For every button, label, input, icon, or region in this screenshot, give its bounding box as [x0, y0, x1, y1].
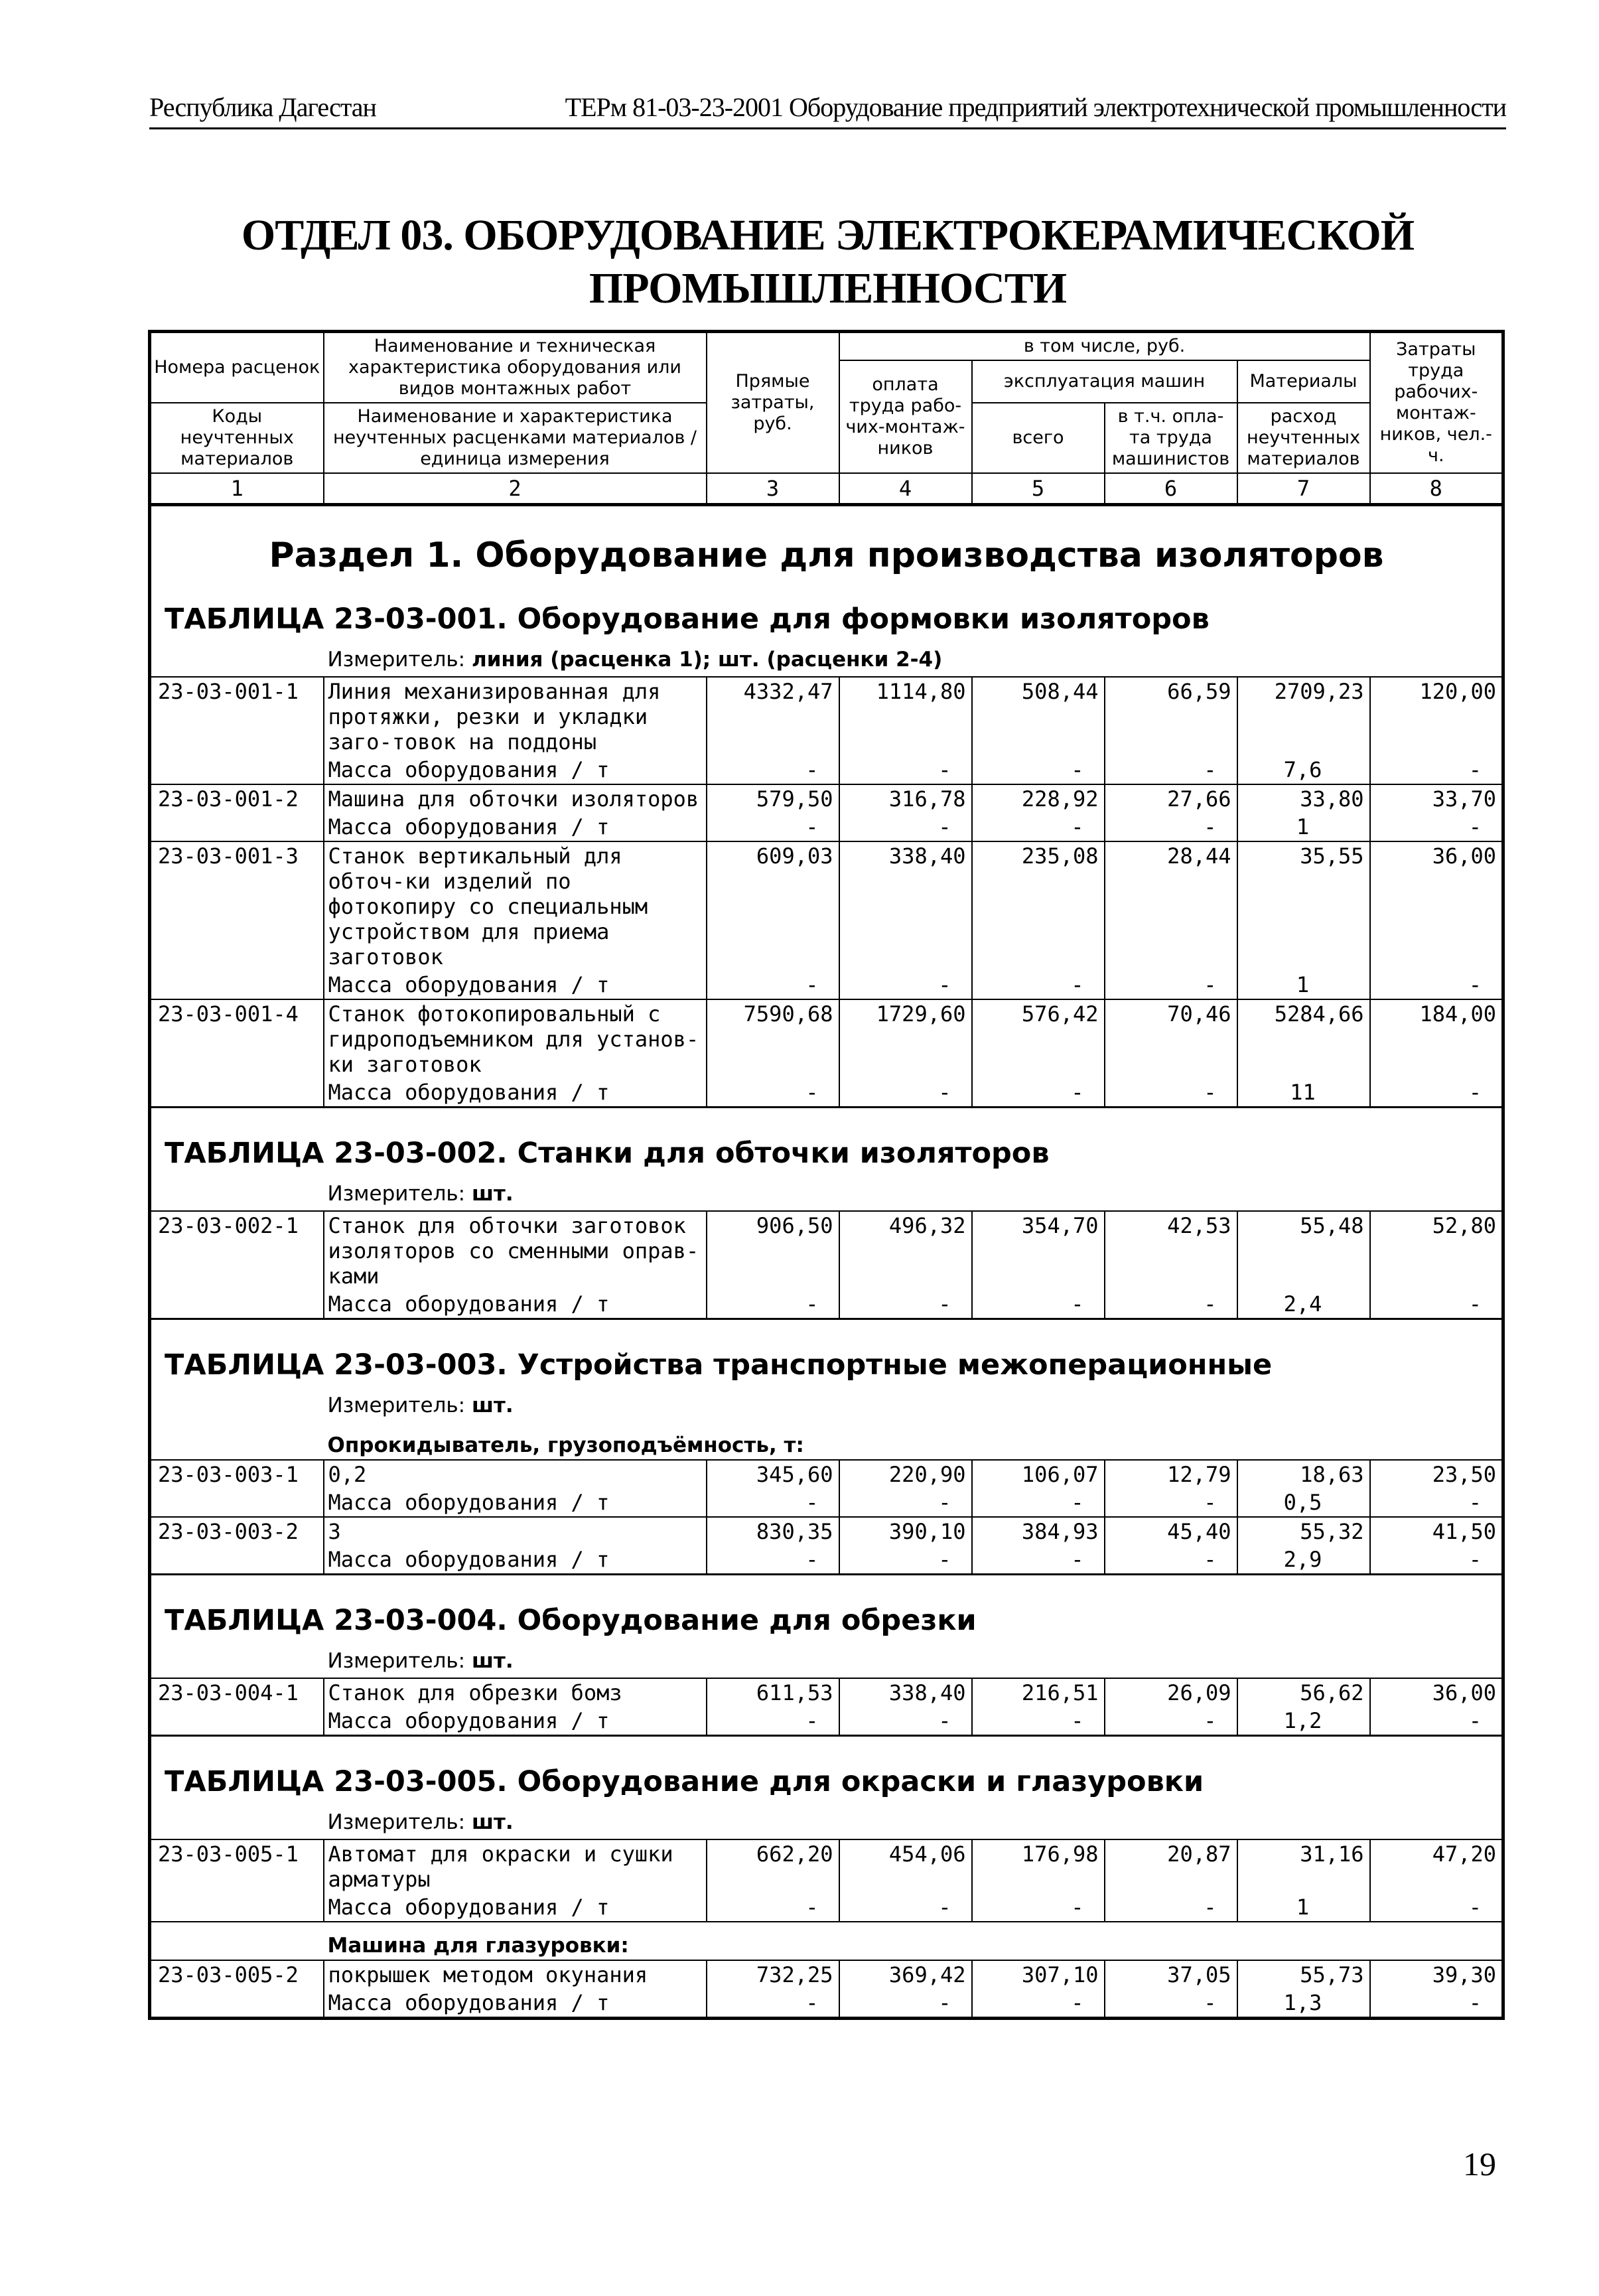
- mass-hours: -: [1370, 1545, 1503, 1575]
- group-label: Машина для глазуровки:: [324, 1922, 1503, 1960]
- mass-direct: -: [707, 1488, 839, 1517]
- mass-hours: -: [1370, 1707, 1503, 1736]
- mass-row: [150, 813, 1503, 841]
- mass-mach-labor: -: [1105, 1488, 1237, 1517]
- mass-value: 7,6: [1237, 756, 1370, 784]
- direct-costs: 830,35: [707, 1517, 839, 1545]
- item-name: Станок для обточки заготовок изоляторов со сменными оправ-ками: [324, 1211, 707, 1290]
- mass-code-cell: [150, 971, 324, 999]
- rate-code: 23-03-001-3: [150, 841, 324, 971]
- table-title: ТАБЛИЦА 23-03-002. Станки для обточки изоляторов: [150, 1108, 1503, 1177]
- item-name: 3: [324, 1517, 707, 1545]
- column-number-row: 1 2 3 4 5 6 7 8: [150, 473, 1503, 505]
- mass-code-cell: [150, 1989, 324, 2019]
- mass-mach-total: -: [972, 813, 1105, 841]
- machine-total: 176,98: [972, 1839, 1105, 1893]
- col-header-direct: Прямые затраты, руб.: [707, 332, 839, 474]
- labor-hours: 184,00: [1370, 999, 1503, 1078]
- unit-value: шт.: [471, 1649, 514, 1673]
- unit-value: шт.: [471, 1182, 514, 1206]
- unit-row: [150, 1176, 1503, 1211]
- mass-label: Масса оборудования / т: [324, 1707, 707, 1736]
- unit-cell: [324, 1643, 1503, 1678]
- direct-costs: 345,60: [707, 1460, 839, 1488]
- mass-label: Масса оборудования / т: [324, 813, 707, 841]
- unit-spacer: [150, 1643, 324, 1678]
- mass-value: 2,9: [1237, 1545, 1370, 1575]
- machine-operator-pay: 20,87: [1105, 1839, 1237, 1893]
- mass-hours: -: [1370, 756, 1503, 784]
- labor-pay: 1114,80: [839, 677, 972, 756]
- group-label: Опрокидыватель, грузоподъёмность, т:: [327, 1433, 804, 1457]
- mass-hours: -: [1370, 971, 1503, 999]
- labor-hours: 39,30: [1370, 1960, 1503, 1989]
- labor-pay: 316,78: [839, 784, 972, 813]
- direct-costs: 611,53: [707, 1678, 839, 1707]
- page-header: [149, 86, 1506, 129]
- machine-total: 576,42: [972, 999, 1105, 1078]
- mass-label: Масса оборудования / т: [324, 1989, 707, 2019]
- labor-hours: 120,00: [1370, 677, 1503, 756]
- mass-mach-labor: -: [1105, 1078, 1237, 1108]
- mass-value: 0,5: [1237, 1488, 1370, 1517]
- mass-hours: -: [1370, 813, 1503, 841]
- mass-value: 1: [1237, 971, 1370, 999]
- table-title: ТАБЛИЦА 23-03-001. Оборудование для формовки изоляторов: [165, 603, 1210, 636]
- table-title-row: [150, 1575, 1503, 1644]
- section-title: Раздел 1. Оборудование для производства изоляторов: [150, 505, 1503, 589]
- labor-hours: 52,80: [1370, 1211, 1503, 1290]
- mass-mach-total: -: [972, 1989, 1105, 2019]
- mass-hours: -: [1370, 1290, 1503, 1319]
- labor-hours: 41,50: [1370, 1517, 1503, 1545]
- mass-direct: -: [707, 1545, 839, 1575]
- machine-total: 216,51: [972, 1678, 1105, 1707]
- machine-total: 354,70: [972, 1211, 1105, 1290]
- department-title: ОТДЕЛ 03. ОБОРУДОВАНИЕ ЭЛЕКТРОКЕРАМИЧЕСКОЙ ПРОМЫШЛЕННОСТИ: [241, 211, 1415, 313]
- table-title-row: [150, 1319, 1503, 1388]
- col-header-mach-total: всего: [972, 403, 1105, 473]
- mass-row: [150, 971, 1503, 999]
- labor-pay: 454,06: [839, 1839, 972, 1893]
- mass-label: Масса оборудования / т: [324, 971, 707, 999]
- item-name: Станок для обрезки бомз: [324, 1678, 707, 1707]
- labor-pay: 390,10: [839, 1517, 972, 1545]
- table-row: [150, 1678, 1503, 1707]
- item-name: Станок вертикальный для обточ-ки изделий по фотокопиру со специальным устройством для приема заготовок: [324, 841, 707, 971]
- table-row: [150, 677, 1503, 756]
- col-header-labor: оплата труда рабо-чих-монтаж-ников: [839, 360, 972, 473]
- materials-cost: 55,48: [1237, 1211, 1370, 1290]
- direct-costs: 906,50: [707, 1211, 839, 1290]
- mass-code-cell: [150, 1290, 324, 1319]
- col-header-mach-labor: в т.ч. опла-та труда машинистов: [1105, 403, 1237, 473]
- machine-total: 235,08: [972, 841, 1105, 971]
- unit-spacer: [150, 642, 324, 677]
- col-header-material-use: расход неучтенных материалов: [1237, 403, 1370, 473]
- unit-cell: [324, 1388, 1503, 1422]
- machine-operator-pay: 37,05: [1105, 1960, 1237, 1989]
- mass-mach-labor: -: [1105, 971, 1237, 999]
- header-region: Республика Дагестан: [149, 92, 376, 122]
- mass-mach-labor: -: [1105, 1893, 1237, 1922]
- page-number: 19: [1463, 2145, 1496, 2183]
- rate-code: 23-03-003-2: [150, 1517, 324, 1545]
- table-row: [150, 1517, 1503, 1545]
- col-header-incl: в том числе, руб.: [839, 332, 1370, 361]
- mass-value: 1,2: [1237, 1707, 1370, 1736]
- direct-costs: 7590,68: [707, 999, 839, 1078]
- mass-value: 2,4: [1237, 1290, 1370, 1319]
- machine-operator-pay: 26,09: [1105, 1678, 1237, 1707]
- mass-value: 1,3: [1237, 1989, 1370, 2019]
- labor-hours: 23,50: [1370, 1460, 1503, 1488]
- col-header-materials: Материалы: [1237, 360, 1370, 403]
- direct-costs: 609,03: [707, 841, 839, 971]
- machine-operator-pay: 70,46: [1105, 999, 1237, 1078]
- unit-row: [150, 1643, 1503, 1678]
- mass-direct: -: [707, 1290, 839, 1319]
- unit-value: шт.: [471, 1394, 514, 1417]
- mass-mach-total: -: [972, 756, 1105, 784]
- mass-direct: -: [707, 1893, 839, 1922]
- mass-row: [150, 1545, 1503, 1575]
- mass-direct: -: [707, 971, 839, 999]
- rate-code: 23-03-004-1: [150, 1678, 324, 1707]
- labor-hours: 33,70: [1370, 784, 1503, 813]
- item-name: Машина для обточки изоляторов: [324, 784, 707, 813]
- materials-cost: 31,16: [1237, 1839, 1370, 1893]
- mass-labor: -: [839, 1893, 972, 1922]
- table-title: ТАБЛИЦА 23-03-005. Оборудование для окраски и глазуровки: [150, 1736, 1503, 1805]
- mass-label: Масса оборудования / т: [324, 1078, 707, 1108]
- labor-pay: 338,40: [839, 1678, 972, 1707]
- mass-labor: -: [839, 813, 972, 841]
- unit-label: Измеритель:: [327, 1810, 466, 1834]
- section-title-row: [150, 505, 1503, 589]
- mass-label: Масса оборудования / т: [324, 756, 707, 784]
- mass-labor: -: [839, 1989, 972, 2019]
- table-title: ТАБЛИЦА 23-03-004. Оборудование для обрезки: [150, 1575, 1503, 1644]
- materials-cost: 33,80: [1237, 784, 1370, 813]
- mass-label: Масса оборудования / т: [324, 1893, 707, 1922]
- labor-pay: 369,42: [839, 1960, 972, 1989]
- mass-hours: -: [1370, 1989, 1503, 2019]
- mass-hours: -: [1370, 1078, 1503, 1108]
- materials-cost: 18,63: [1237, 1460, 1370, 1488]
- mass-code-cell: [150, 1078, 324, 1108]
- col-header-material-name: Наименование и характеристика неучтенных расценками материалов / единица измерения: [324, 403, 707, 473]
- unit-label: Измеритель:: [327, 648, 466, 672]
- rate-code: 23-03-001-1: [150, 677, 324, 756]
- mass-mach-total: -: [972, 1488, 1105, 1517]
- machine-operator-pay: 27,66: [1105, 784, 1237, 813]
- item-name: Станок фотокопировальный с гидроподъемником для установ-ки заготовок: [324, 999, 707, 1078]
- mass-label: Масса оборудования / т: [324, 1488, 707, 1517]
- mass-row: [150, 1707, 1503, 1736]
- mass-labor: -: [839, 756, 972, 784]
- table-row: [150, 1839, 1503, 1893]
- header-document-title: ТЕРм 81-03-23-2001 Оборудование предприятий электротехнической промышленности: [565, 92, 1506, 122]
- labor-pay: 220,90: [839, 1460, 972, 1488]
- materials-cost: 55,32: [1237, 1517, 1370, 1545]
- col-header-hours: Затраты труда рабочих-монтаж-ников, чел.-ч.: [1370, 332, 1503, 474]
- machine-total: 508,44: [972, 677, 1105, 756]
- mass-row: [150, 1488, 1503, 1517]
- unit-row: [150, 1388, 1503, 1422]
- unit-value: линия (расценка 1); шт. (расценки 2-4): [471, 648, 943, 672]
- direct-costs: 662,20: [707, 1839, 839, 1893]
- machine-operator-pay: 42,53: [1105, 1211, 1237, 1290]
- unit-value: шт.: [471, 1810, 514, 1834]
- mass-mach-total: -: [972, 971, 1105, 999]
- table-row: [150, 1960, 1503, 1989]
- mass-mach-total: -: [972, 1893, 1105, 1922]
- machine-total: 228,92: [972, 784, 1105, 813]
- unit-spacer: [150, 1388, 324, 1422]
- group-row: [150, 1922, 1503, 1960]
- mass-direct: -: [707, 1989, 839, 2019]
- table-row: [150, 784, 1503, 813]
- table-row: [150, 841, 1503, 971]
- mass-value: 1: [1237, 1893, 1370, 1922]
- mass-hours: -: [1370, 1893, 1503, 1922]
- machine-total: 307,10: [972, 1960, 1105, 1989]
- materials-cost: 55,73: [1237, 1960, 1370, 1989]
- machine-total: 106,07: [972, 1460, 1105, 1488]
- mass-mach-total: -: [972, 1078, 1105, 1108]
- mass-mach-labor: -: [1105, 1707, 1237, 1736]
- mass-direct: -: [707, 1707, 839, 1736]
- table-body: [150, 505, 1503, 2019]
- rate-code: 23-03-005-2: [150, 1960, 324, 1989]
- mass-value: 11: [1237, 1078, 1370, 1108]
- col-header-material-codes: Коды неучтенных материалов: [150, 403, 324, 473]
- mass-labor: -: [839, 1078, 972, 1108]
- mass-code-cell: [150, 1545, 324, 1575]
- table-title-row: [150, 589, 1503, 642]
- mass-value: 1: [1237, 813, 1370, 841]
- item-name: Автомат для окраски и сушки арматуры: [324, 1839, 707, 1893]
- mass-labor: -: [839, 971, 972, 999]
- mass-code-cell: [150, 813, 324, 841]
- labor-pay: 338,40: [839, 841, 972, 971]
- labor-hours: 47,20: [1370, 1839, 1503, 1893]
- group-row: [150, 1422, 1503, 1460]
- mass-mach-labor: -: [1105, 813, 1237, 841]
- labor-hours: 36,00: [1370, 841, 1503, 971]
- unit-label: Измеритель:: [327, 1649, 466, 1673]
- mass-code-cell: [150, 756, 324, 784]
- mass-direct: -: [707, 1078, 839, 1108]
- machine-operator-pay: 66,59: [1105, 677, 1237, 756]
- mass-mach-total: -: [972, 1545, 1105, 1575]
- machine-operator-pay: 45,40: [1105, 1517, 1237, 1545]
- labor-pay: 496,32: [839, 1211, 972, 1290]
- mass-mach-total: -: [972, 1290, 1105, 1319]
- table-row: [150, 999, 1503, 1078]
- materials-cost: 5284,66: [1237, 999, 1370, 1078]
- direct-costs: 579,50: [707, 784, 839, 813]
- rate-code: 23-03-001-2: [150, 784, 324, 813]
- labor-hours: 36,00: [1370, 1678, 1503, 1707]
- direct-costs: 4332,47: [707, 677, 839, 756]
- table-title-row: [150, 1736, 1503, 1805]
- unit-label: Измеритель:: [327, 1394, 466, 1417]
- mass-mach-labor: -: [1105, 756, 1237, 784]
- price-table: [148, 330, 1505, 2020]
- mass-code-cell: [150, 1893, 324, 1922]
- group-spacer: [150, 1422, 324, 1460]
- machine-operator-pay: 12,79: [1105, 1460, 1237, 1488]
- unit-row: [150, 642, 1503, 677]
- unit-cell: [324, 642, 1503, 677]
- mass-hours: -: [1370, 1488, 1503, 1517]
- mass-direct: -: [707, 756, 839, 784]
- unit-spacer: [150, 1176, 324, 1211]
- rate-code: 23-03-005-1: [150, 1839, 324, 1893]
- mass-row: [150, 1290, 1503, 1319]
- materials-cost: 56,62: [1237, 1678, 1370, 1707]
- mass-label: Масса оборудования / т: [324, 1290, 707, 1319]
- item-name: Линия механизированная для протяжки, резки и укладки заго-товок на поддоны: [324, 677, 707, 756]
- mass-label: Масса оборудования / т: [324, 1545, 707, 1575]
- mass-row: [150, 1893, 1503, 1922]
- machine-operator-pay: 28,44: [1105, 841, 1237, 971]
- mass-mach-labor: -: [1105, 1989, 1237, 2019]
- col-header-codes: Номера расценок: [150, 332, 324, 403]
- table-header: [150, 332, 1503, 505]
- table-row: [150, 1460, 1503, 1488]
- mass-mach-labor: -: [1105, 1545, 1237, 1575]
- col-header-machines: эксплуатация машин: [972, 360, 1237, 403]
- group-spacer: [150, 1922, 324, 1960]
- direct-costs: 732,25: [707, 1960, 839, 1989]
- labor-pay: 1729,60: [839, 999, 972, 1078]
- mass-labor: -: [839, 1707, 972, 1736]
- rate-code: 23-03-003-1: [150, 1460, 324, 1488]
- unit-cell: [324, 1804, 1503, 1839]
- item-name: покрышек методом окунания: [324, 1960, 707, 1989]
- item-name: 0,2: [324, 1460, 707, 1488]
- materials-cost: 35,55: [1237, 841, 1370, 971]
- unit-label: Измеритель:: [327, 1182, 466, 1206]
- table-row: [150, 1211, 1503, 1290]
- mass-code-cell: [150, 1707, 324, 1736]
- mass-labor: -: [839, 1488, 972, 1517]
- rate-code: 23-03-001-4: [150, 999, 324, 1078]
- col-header-name: Наименование и техническая характеристика оборудования или видов монтажных работ: [324, 332, 707, 403]
- mass-row: [150, 1989, 1503, 2019]
- machine-total: 384,93: [972, 1517, 1105, 1545]
- table-title: ТАБЛИЦА 23-03-003. Устройства транспортные межоперационные: [150, 1319, 1503, 1388]
- materials-cost: 2709,23: [1237, 677, 1370, 756]
- mass-code-cell: [150, 1488, 324, 1517]
- mass-labor: -: [839, 1545, 972, 1575]
- unit-spacer: [150, 1804, 324, 1839]
- unit-cell: [324, 1176, 1503, 1211]
- mass-direct: -: [707, 813, 839, 841]
- mass-mach-labor: -: [1105, 1290, 1237, 1319]
- mass-row: [150, 1078, 1503, 1108]
- unit-row: [150, 1804, 1503, 1839]
- mass-row: [150, 756, 1503, 784]
- mass-mach-total: -: [972, 1707, 1105, 1736]
- mass-labor: -: [839, 1290, 972, 1319]
- table-title-row: [150, 1108, 1503, 1177]
- rate-code: 23-03-002-1: [150, 1211, 324, 1290]
